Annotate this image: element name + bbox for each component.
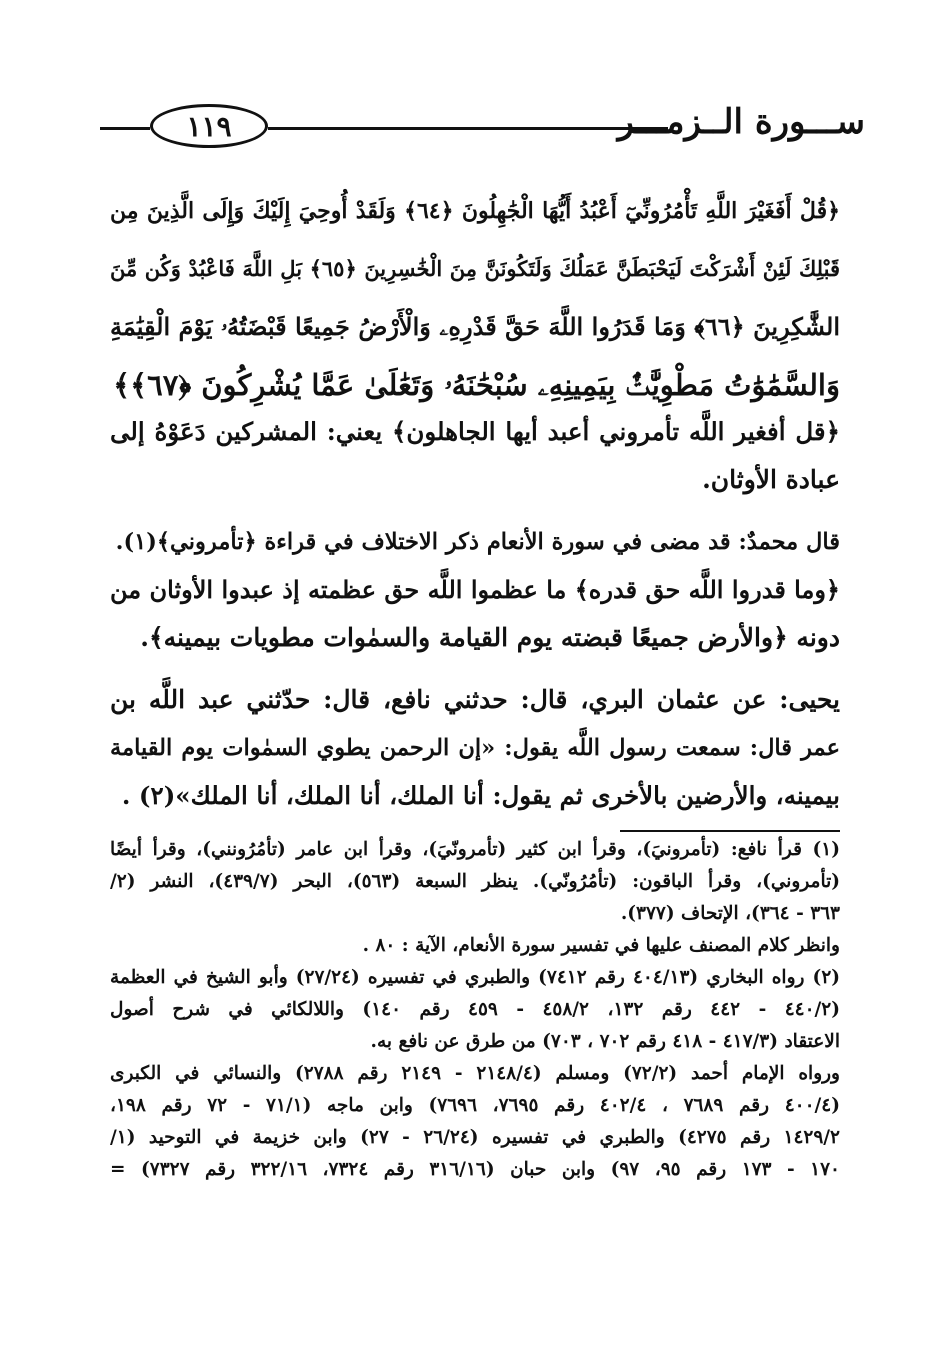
commentary-line: قال محمدٌ: قد مضى في سورة الأنعام ذكر الاختلاف في قراءة ﴿تأمروني﴾(١). — [115, 529, 840, 555]
footnote-line: ورواه الإمام أحمد (٧٢/٢) ومسلم (٢١٤٨/٤ - ٢١٤٩ رقم ٢٧٨٨) والنسائي في الكبرى — [110, 1063, 840, 1084]
footnote-line: الاعتقاد (٤١٧/٣ - ٤١٨ رقم ٧٠٢ ، ٧٠٣) من طرق عن نافع به. — [370, 1031, 840, 1052]
footnote-line: (تأمروني)، وقرأ الباقون: (تأمُرُونّي). ينظر السبعة (٥٦٣)، البحر (٤٣٩/٧)، النشر (٢/ — [110, 871, 840, 892]
commentary-line: عمر قال: سمعت رسول اللَّه يقول: «إن الرحمن يطوي السمٰوات يوم القيامة — [110, 735, 840, 761]
footnote-line: ١٧٠ - ١٧٣ رقم ٩٥، ٩٧) وابن حبان (٣١٦/١٦ رقم ٧٣٢٤، ٣٢٢/١٦ رقم ٧٣٢٧) = — [110, 1159, 840, 1180]
page-header — [100, 96, 865, 148]
footnote-line: (٢) رواه البخاري (٤٠٤/١٣ رقم ٧٤١٢) والطبري في تفسيره (٢٧/٢٤) وأبو الشيخ في العظمة — [110, 967, 840, 988]
commentary-line: ﴿قل أفغير اللَّه تأمروني أعبد أيها الجاهلون﴾ يعني: المشركين دَعَوْهُ إلى — [110, 417, 840, 446]
footnote-line: (٤٤٠/٢ - ٤٤٢ رقم ١٣٢، ٤٥٨/٢ - ٤٥٩ رقم ١٤٠) واللالكائي في شرح أصول — [110, 999, 840, 1020]
commentary-line: عبادة الأوثان. — [702, 465, 840, 494]
commentary-line: يحيى: عن عثمان البري، قال: حدثني نافع، قال: حدّثني عبد اللَّه بن — [110, 685, 840, 714]
quran-line: وَالسَّمَٰوَٰتُ مَطْوِيَّٰتٌۢ بِيَمِينِهِۦ سُبْحَٰنَهُۥ وَتَعَٰلَىٰ عَمَّا يُشْرِكُونَ ﴿٦٧﴾﴾ — [113, 368, 840, 402]
quran-line: قَبْلِكَ لَئِنْ أَشْرَكْتَ لَيَحْبَطَنَّ عَمَلُكَ وَلَتَكُونَنَّ مِنَ الْخَٰسِرِينَ ﴿٦٥﴾ بَلِ اللَّهَ فَاعْبُدْ وَكُن مِّنَ — [110, 256, 840, 281]
footnote-line: (١) قرأ نافع: (تأمرونيَ)، وقرأ ابن كثير (تأمرونّيَ)، وقرأ ابن عامر (تأمُرُونني)، وقرأ أيضًا — [110, 839, 840, 860]
header-rule-left — [100, 127, 150, 130]
commentary-line: ﴿وما قدروا اللَّه حق قدره﴾ ما عظموا اللَّه حق عظمته إذ عبدوا الأوثان من — [110, 575, 840, 604]
footnote-separator — [620, 830, 840, 832]
footnote-line: وانظر كلام المصنف عليها في تفسير سورة الأنعام، الآية : ٨٠ . — [362, 935, 840, 956]
commentary-line: دونه ﴿والأرض جميعًا قبضته يوم القيامة والسمٰوات مطويات بيمينه﴾. — [140, 623, 840, 652]
quran-verses — [110, 182, 840, 414]
footnote-line: ١٤٢٩/٢ رقم ٤٢٧٥) والطبري في تفسيره (٢٦/٢٤ - ٢٧) وابن خزيمة في التوحيد (١/ — [110, 1127, 840, 1148]
quran-line: ﴿قُلْ أَفَغَيْرَ اللَّهِ تَأْمُرُونِّيٓ أَعْبُدُ أَيُّهَا الْجَٰهِلُونَ ﴿٦٤﴾ وَلَقَدْ أُوحِيَ إِلَيْكَ وَإِلَى الَّذِينَ مِن — [110, 198, 840, 224]
commentary-line: بيمينه، والأرضين بالأخرى ثم يقول: أنا الملك، أنا الملك، أنا الملك»(٢) . — [121, 781, 840, 810]
surah-title: ســـورة الــزمـــر — [617, 102, 865, 142]
commentary — [110, 408, 840, 820]
quran-line: الشَّٰكِرِينَ ﴿٦٦﴾ وَمَا قَدَرُوا اللَّهَ حَقَّ قَدْرِهِۦ وَالْأَرْضُ جَمِيعًا قَبْضَتُهُۥ يَوْمَ الْقِيَٰمَةِ — [110, 312, 840, 341]
footnote-line: ٣٦٣ - ٣٦٤)، الإتحاف (٣٧٧). — [620, 903, 840, 924]
footnote-line: (٤٠٠/٤ رقم ٧٦٨٩ ، ٤٠٢/٤ رقم ٧٦٩٥، ٧٦٩٦) وابن ماجه (٧١/١ - ٧٢ رقم ١٩٨، — [110, 1095, 840, 1116]
page-number: ١١٩ — [150, 104, 268, 148]
footnotes — [110, 834, 840, 1186]
header-rule-middle — [268, 127, 668, 130]
